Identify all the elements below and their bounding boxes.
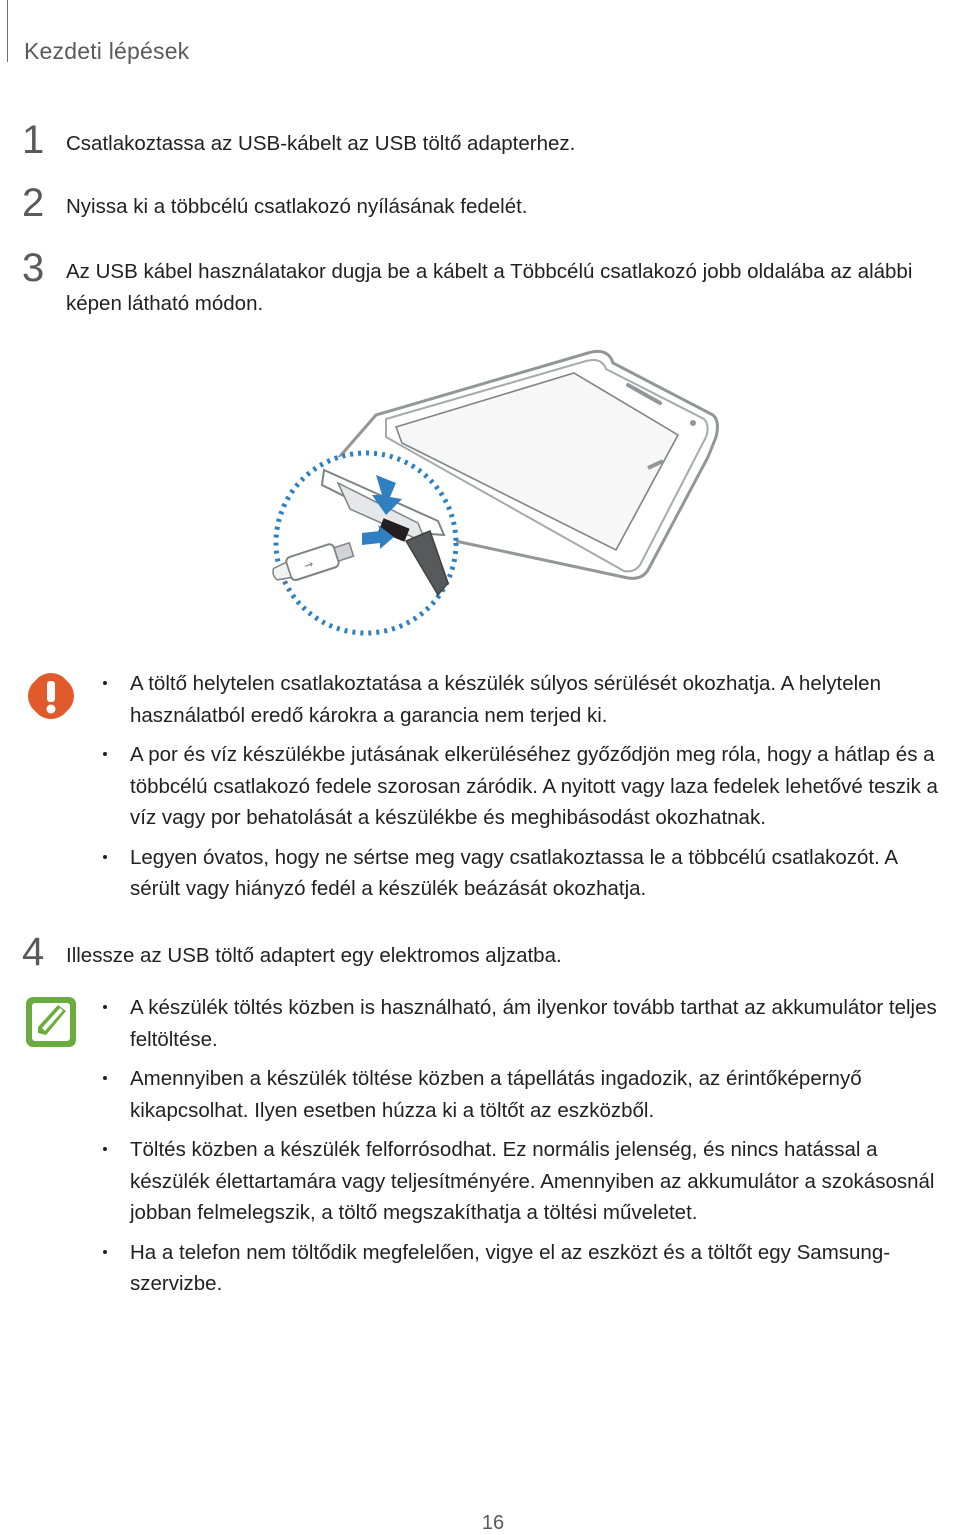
front-camera	[690, 420, 696, 426]
warning-icon	[26, 671, 76, 726]
warning-item: A töltő helytelen csatlakoztatása a készülék súlyos sérülését okozhatja. A helytelen használatból eredő károkra a garancia nem terjed ki.	[100, 668, 950, 731]
section-title: Kezdeti lépések	[24, 38, 190, 64]
step-text: Nyissa ki a többcélú csatlakozó nyílásának fedelét.	[66, 195, 528, 218]
note-item: Töltés közben a készülék felforrósodhat. Ez normális jelenség, és nincs hatással a készülék élettartamára vagy teljesítményére. Amennyiben az akkumulátor a szokásosnál jobban felmelegszik, a töltő megszakíthatja a töltési műveletet.	[100, 1134, 950, 1229]
pencil-note-icon	[24, 995, 78, 1054]
step-number: 2	[22, 181, 45, 225]
warning-item: Legyen óvatos, hogy ne sértse meg vagy csatlakoztassa le a többcélú csatlakozót. A sérült vagy hiányzó fedél a készülék beázását okozhatja.	[100, 842, 950, 905]
note-item: Amennyiben a készülék töltése közben a tápellátás ingadozik, az érintőképernyő kikapcsolhat. Ilyen esetben húzza ki a töltőt az eszközből.	[100, 1063, 950, 1126]
warning-item: A por és víz készülékbe jutásának elkerüléséhez győződjön meg róla, hogy a hátlap és a többcélú csatlakozó fedele szorosan záródik. A nyitott vagy laza fedelek lehetővé teszik a víz vagy por behatolását a készülékbe és meghibásodást okozhatnak.	[100, 739, 950, 834]
step-number: 1	[22, 118, 45, 162]
svg-text:⇝: ⇝	[302, 557, 316, 573]
note-item: A készülék töltés közben is használható, ám ilyenkor tovább tarthat az akkumulátor teljes feltöltése.	[100, 992, 950, 1055]
step-number: 4	[22, 930, 45, 974]
note-item: Ha a telefon nem töltődik megfelelően, vigye el az eszközt és a töltőt egy Samsung-szervizbe.	[100, 1237, 950, 1300]
step-number: 3	[22, 246, 45, 290]
usb-connection-illustration	[268, 345, 738, 645]
note-list	[100, 992, 950, 1300]
warning-list	[100, 668, 950, 905]
step-text: Illessze az USB töltő adaptert egy elektromos aljzatba.	[66, 944, 562, 967]
page-number: 16	[481, 1512, 505, 1534]
step-text: Az USB kábel használatakor dugja be a kábelt a Többcélú csatlakozó jobb oldalába az alábbi képen látható módon.	[66, 260, 913, 315]
step-text: Csatlakoztassa az USB-kábelt az USB töltő adapterhez.	[66, 132, 576, 155]
margin-line	[7, 0, 8, 62]
